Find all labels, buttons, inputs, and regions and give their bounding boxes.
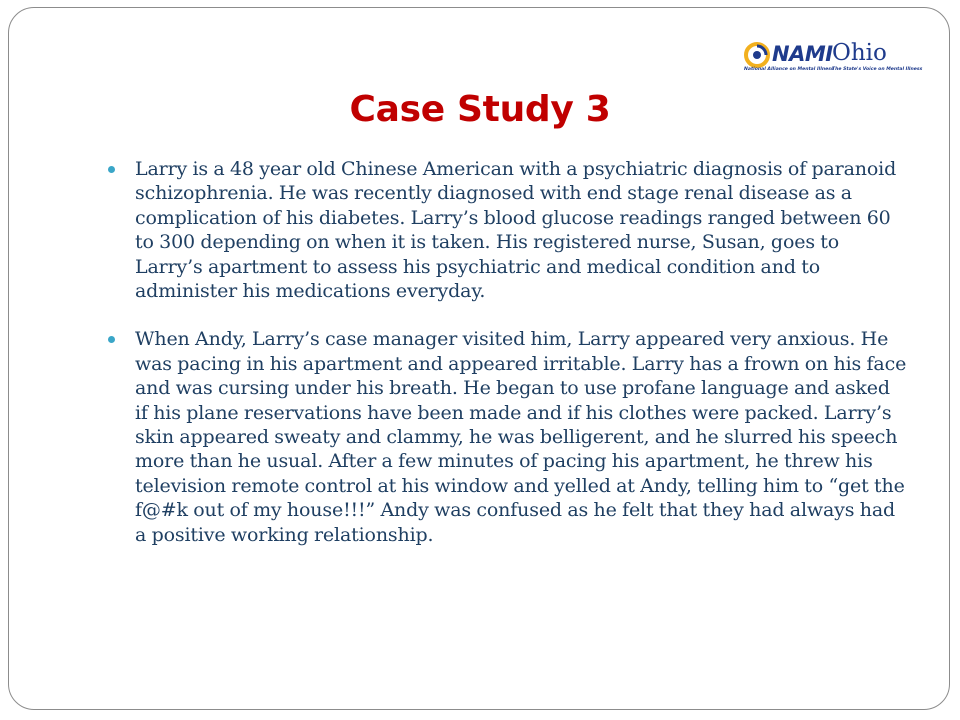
logo-nami-text: NAMI (772, 42, 833, 66)
bullet-list (108, 157, 908, 547)
logo-ohio-text: Ohio (832, 40, 887, 66)
bullet-text: When Andy, Larry’s case manager visited him, Larry appeared very anxious. He was pacing in his apartment and appeared irritable. Larry has a frown on his face and was cursing under his breath. He began to use profane language and asked if his plane reservations have been made and if his clothes were packed. Larry’s skin appeared sweaty and clammy, he was belligerent, and he slurred his speech more than he usual. After a few minutes of pacing his apartment, he threw his television remote control at his window and yelled at Andy, telling him to “get the f@#k out of my house!!!” Andy was confused as he felt that they had always had a positive working relationship. (135, 328, 907, 546)
bullet-dot-icon (108, 166, 115, 173)
logo-tagline-left: National Alliance on Mental Illness (744, 67, 834, 72)
nami-ohio-logo (744, 40, 923, 76)
bullet-item (108, 157, 908, 303)
slide-title: Case Study 3 (349, 89, 611, 130)
bullet-item (108, 327, 908, 547)
bullet-dot-icon (108, 336, 115, 343)
bullet-text: Larry is a 48 year old Chinese American with a psychiatric diagnosis of paranoid schizophrenia. He was recently diagnosed with end stage renal disease as a complication of his diabetes. Larry’s blood glucose readings ranged between 60 to 300 depending on when it is taken. His registered nurse, Susan, goes to Larry’s apartment to assess his psychiatric and medical condition and to administer his medications everyday. (135, 158, 897, 303)
logo-tagline-right: The State's Voice on Mental Illness (832, 67, 923, 72)
nami-swirl-icon (744, 42, 770, 68)
